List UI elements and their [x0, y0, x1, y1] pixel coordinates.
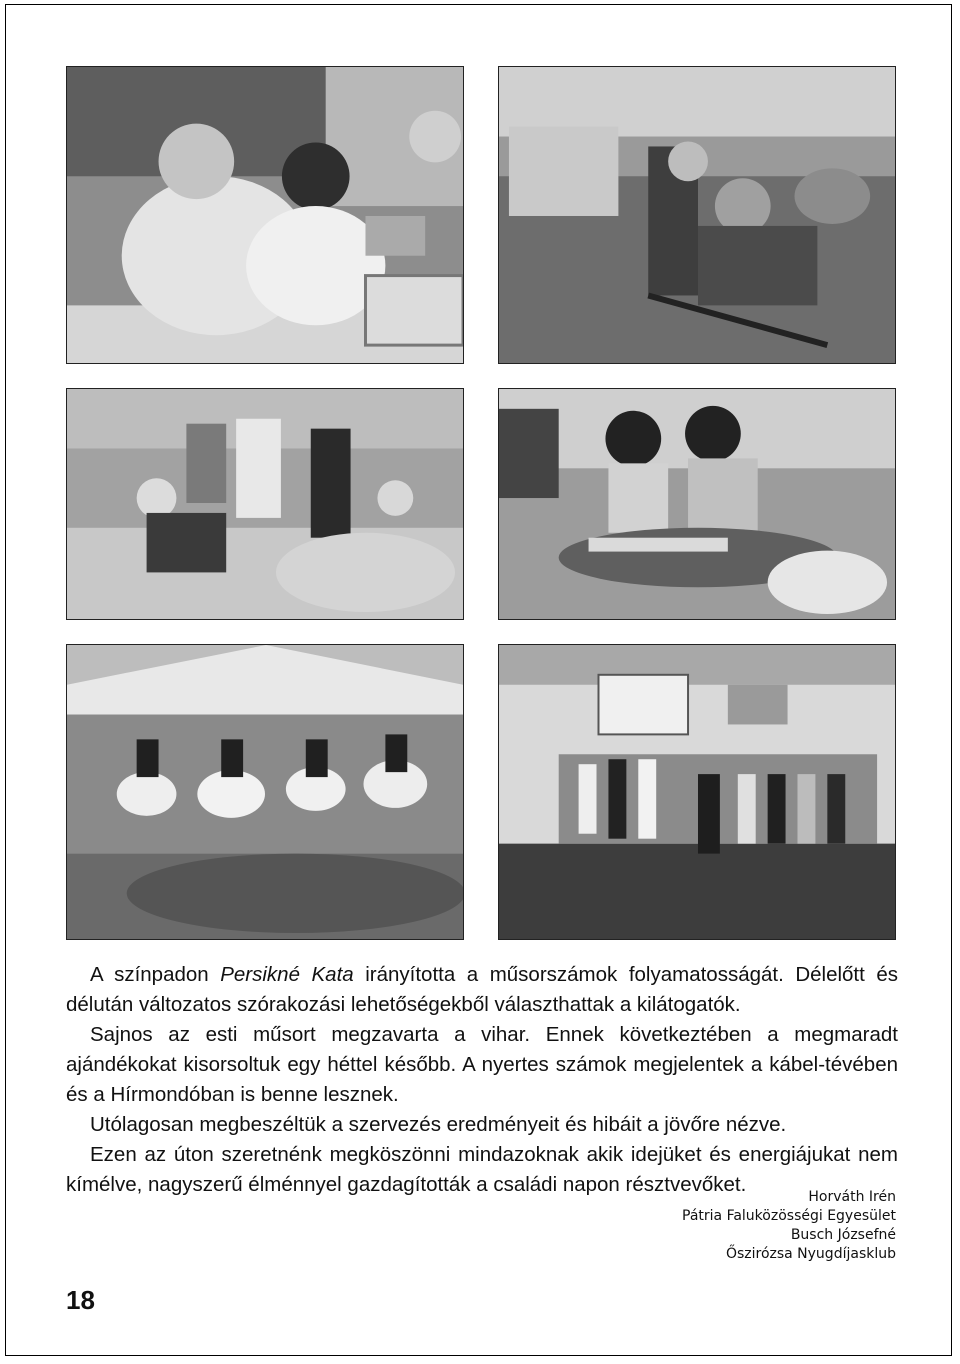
signature-org-2: Őszirózsa Nyugdíjasklub: [725, 1246, 896, 1262]
photo-stage-dancers: [66, 644, 464, 940]
paragraph-review: Utólagosan megbeszéltük a szervezés eredményeit és hibáit a jövőre nézve.: [90, 1113, 787, 1136]
paragraph-intro-start: A színpadon: [90, 963, 221, 986]
paragraph-intro: [66, 960, 898, 1020]
photo-costumed-kart-drivers: [498, 388, 896, 620]
signature-name-2: Busch Józsefné: [790, 1227, 896, 1243]
signature-name-1: Horváth Irén: [808, 1189, 896, 1205]
photo-children-drawing: [66, 66, 464, 364]
organizer-name: Persikné Kata: [220, 963, 354, 986]
photo-gym-performance: [498, 644, 896, 940]
body-text: [66, 960, 898, 1200]
paragraph-storm: Sajnos az esti műsort megzavarta a vihar. Ennek következtében a megmaradt ajándékokat kisorsoltuk egy héttel később. A nyertes számok megjelentek a kábel-tévében és a Hírmondóban is benne lesznek.: [66, 1023, 898, 1106]
page-number: 18: [66, 1285, 95, 1315]
paragraph-thanks: Ezen az úton szeretnénk megköszönni mindazoknak akik idejüket és energiájukat nem kímélve, nagyszerű élménnyel gazdagították a családi napon résztvevőket.: [66, 1143, 898, 1196]
photo-go-kart-race: [498, 66, 896, 364]
paragraph-intro-rest: irányította a műsorszámok folyamatosságát. Délelőtt és délután változatos szórakozási lehetőségekből választhattak a kilátogatók.: [66, 963, 899, 1016]
signature-org-1: Pátria Faluközösségi Egyesület: [682, 1208, 896, 1224]
signatures: [682, 1188, 896, 1264]
photo-crowd-watching-race: [66, 388, 464, 620]
